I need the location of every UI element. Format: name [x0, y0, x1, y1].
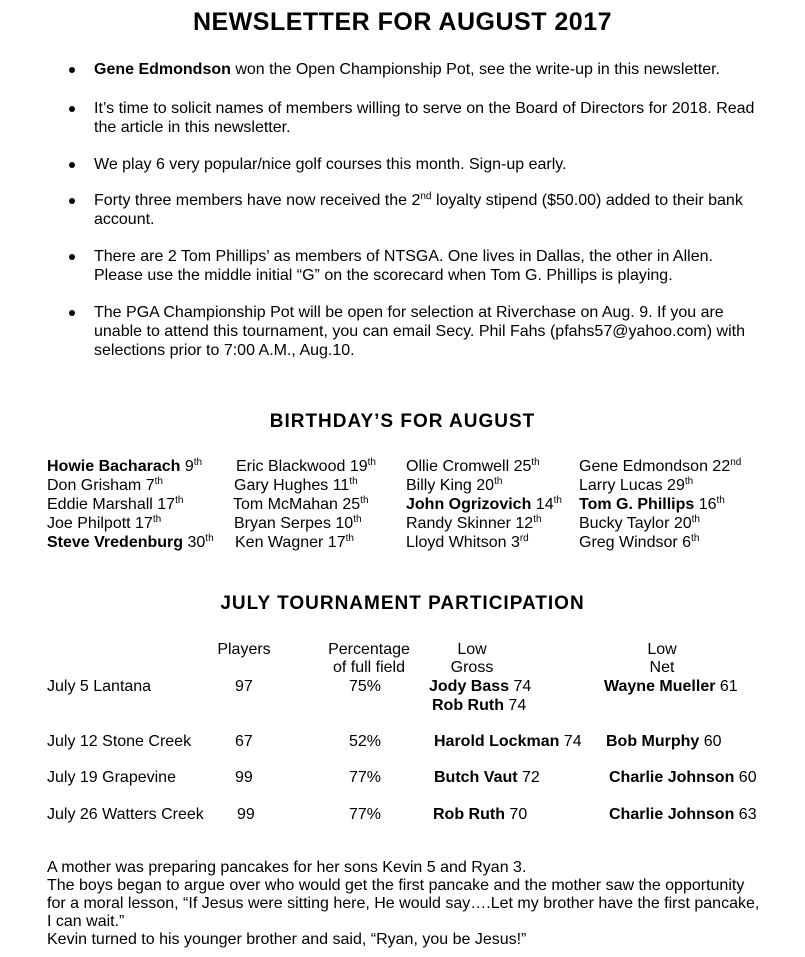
birthday-day: 9 — [180, 458, 194, 475]
birthday-name: Ken Wagner — [235, 534, 324, 551]
birthday-day: 12 — [510, 515, 534, 532]
low-net-winner — [606, 732, 722, 751]
birthday-day: 17 — [152, 496, 176, 513]
bullet-open-championship — [0, 60, 760, 79]
golfer-name: Rob Ruth — [432, 697, 504, 714]
story-line: Kevin turned to his younger brother and said, “Ryan, you be Jesus!” — [47, 931, 527, 948]
birthday-day: 7 — [141, 477, 155, 494]
bullet-golf-courses — [0, 155, 607, 174]
superscript: th — [152, 514, 162, 525]
header-line: Net — [649, 659, 675, 676]
golfer-score: 74 — [509, 678, 532, 695]
birthday-name: Ollie Cromwell — [406, 458, 510, 475]
players-header: Players — [217, 641, 271, 658]
birthday-day: 19 — [345, 458, 368, 475]
birthday-day: 22 — [707, 458, 731, 475]
bullet-text: We play 6 very popular/nice golf courses this month. Sign-up early. — [94, 156, 567, 173]
superscript: th — [154, 476, 163, 487]
birthday-day: 25 — [509, 458, 532, 475]
superscript: th — [349, 476, 358, 487]
superscript: th — [494, 476, 503, 487]
birthday-entry — [234, 514, 362, 533]
birthday-name: Larry Lucas — [579, 477, 663, 494]
birthday-name: Bryan Serpes — [234, 515, 331, 532]
birthday-entry — [234, 476, 358, 495]
golfer-score: 63 — [734, 806, 757, 823]
birthday-entry — [236, 457, 376, 476]
birthday-name: Randy Skinner — [406, 515, 511, 532]
story-line: for a moral lesson, “If Jesus were sitting here, He would say….Let my brother have the first pancake, — [47, 895, 760, 912]
header-line: of full field — [332, 659, 406, 676]
story-line: The boys began to argue over who would get the first pancake and the mother saw the opportunity — [47, 877, 745, 894]
birthday-entry — [406, 533, 529, 552]
bullet-text: The PGA Championship Pot will be open for selection at Riverchase on Aug. 9. If you are — [94, 304, 724, 321]
birthday-name: Eddie Marshall — [47, 496, 153, 513]
event-name: July 5 Lantana — [47, 678, 152, 695]
birthday-day: 29 — [662, 477, 685, 494]
low-gross-winner — [433, 805, 527, 824]
birthday-entry — [47, 457, 202, 476]
birthday-name: Bucky Taylor — [579, 515, 670, 532]
winner-name: Gene Edmondson — [94, 61, 231, 78]
players-count: 99 — [235, 769, 253, 786]
bullet-tom-phillips — [0, 247, 753, 285]
superscript: th — [531, 457, 540, 468]
golfer-score: 70 — [504, 806, 528, 823]
golfer-name: Jody Bass — [429, 678, 510, 695]
superscript: th — [691, 514, 700, 525]
birthday-entry — [579, 533, 699, 552]
low-gross-winner — [432, 696, 526, 715]
birthday-name: Greg Windsor — [579, 534, 678, 551]
low-net-winner — [609, 805, 757, 824]
bullet-text: the article in this newsletter. — [94, 119, 291, 136]
players-count: 97 — [235, 678, 253, 695]
bullet-dot — [69, 254, 75, 260]
superscript: th — [360, 495, 369, 506]
low-net-winner — [609, 768, 757, 787]
story-line: A mother was preparing pancakes for her sons Kevin 5 and Ryan 3. — [47, 859, 527, 876]
event-name: July 19 Grapevine — [47, 769, 176, 786]
superscript: th — [684, 476, 694, 487]
event-name: July 26 Watters Creek — [47, 806, 204, 823]
birthday-name: Don Grisham — [47, 477, 142, 494]
golfer-score: 74 — [503, 697, 527, 714]
superscript: th — [175, 495, 184, 506]
header-line: Percentage — [328, 641, 410, 658]
golfer-score: 60 — [699, 733, 722, 750]
bullet-dot — [69, 310, 75, 316]
superscript: rd — [519, 533, 529, 544]
birthday-day: 20 — [471, 477, 495, 494]
superscript: th — [345, 533, 354, 544]
golfer-score: 74 — [559, 733, 582, 750]
golfer-score: 60 — [734, 769, 757, 786]
birthday-name: Billy King — [406, 477, 472, 494]
birthday-day: 14 — [531, 496, 554, 513]
birthday-day: 17 — [323, 534, 346, 551]
golfer-name: Butch Vaut — [434, 769, 518, 786]
bullet-dot — [69, 198, 75, 204]
field-percentage: 77% — [349, 806, 382, 823]
birthday-entry — [579, 495, 725, 514]
low-gross-winner — [429, 677, 531, 696]
birthday-name: John Ogrizovich — [406, 496, 532, 513]
birthdays-heading: BIRTHDAY’S FOR AUGUST — [269, 411, 536, 432]
birthday-name: Lloyd Whitson — [406, 534, 507, 551]
superscript: th — [553, 495, 562, 506]
tournament-heading: JULY TOURNAMENT PARTICIPATION — [220, 593, 585, 614]
low-gross-winner — [434, 732, 582, 751]
birthday-entry — [233, 495, 369, 514]
field-percentage: 52% — [349, 733, 382, 750]
bullet-dot — [69, 106, 75, 112]
birthday-name: Steve Vredenburg — [47, 534, 184, 551]
birthday-entry — [579, 514, 700, 533]
bullet-text: Please use the middle initial “G” on the scorecard when Tom G. Phillips is playing. — [94, 267, 673, 284]
percentage-header — [309, 641, 429, 677]
birthday-name: Gene Edmondson — [579, 458, 708, 475]
golfer-name: Bob Murphy — [606, 733, 700, 750]
bullet-dot — [69, 162, 75, 168]
bullet-text: unable to attend this tournament, you can email Secy. Phil Fahs (pfahs57@yahoo.com) with — [94, 323, 745, 340]
bullet-dot — [69, 67, 75, 73]
birthday-entry — [579, 476, 693, 495]
golfer-name: Harold Lockman — [434, 733, 560, 750]
superscript: th — [716, 495, 725, 506]
superscript: th — [533, 514, 542, 525]
bullet-text: Forty three members have now received the 2 — [94, 192, 421, 209]
birthday-day: 17 — [130, 515, 153, 532]
birthday-entry — [579, 457, 741, 476]
story-line: I can wait.” — [47, 913, 125, 930]
birthday-day: 11 — [328, 477, 350, 494]
birthday-entry — [47, 476, 163, 495]
birthday-day: 16 — [694, 496, 717, 513]
players-count: 67 — [235, 733, 253, 750]
golfer-name: Charlie Johnson — [609, 806, 735, 823]
low-gross-winner — [434, 768, 540, 787]
bullet-text: There are 2 Tom Phillips’ as members of NTSGA. One lives in Dallas, the other in Allen. — [94, 248, 713, 265]
superscript: th — [353, 514, 362, 525]
low-net-winner — [604, 677, 738, 696]
birthday-entry — [406, 457, 540, 476]
superscript: th — [691, 533, 700, 544]
superscript: th — [193, 457, 203, 468]
superscript: nd — [730, 457, 742, 468]
birthday-entry — [235, 533, 354, 552]
event-name: July 12 Stone Creek — [47, 733, 192, 750]
birthdays-grid — [0, 457, 805, 552]
birthday-entry — [406, 514, 542, 533]
birthday-entry — [406, 495, 562, 514]
birthday-name: Eric Blackwood — [236, 458, 346, 475]
bullet-loyalty-stipend — [0, 191, 783, 229]
birthday-name: Tom McMahan — [233, 496, 338, 513]
header-line: Gross — [450, 659, 494, 676]
players-count: 99 — [237, 806, 255, 823]
birthday-name: Tom G. Phillips — [579, 496, 695, 513]
birthday-name: Joe Philpott — [47, 515, 131, 532]
newsletter-title: NEWSLETTER FOR AUGUST 2017 — [192, 8, 613, 36]
bullet-text: loyalty stipend ($50.00) added to their bank — [431, 192, 743, 209]
birthday-name: Gary Hughes — [234, 477, 329, 494]
birthday-day: 30 — [183, 534, 206, 551]
low-gross-header — [436, 641, 508, 677]
bullet-board-directors — [0, 99, 794, 137]
bullet-text: selections prior to 7:00 A.M., Aug.10. — [94, 342, 355, 359]
field-percentage: 75% — [349, 678, 382, 695]
birthday-day: 6 — [677, 534, 692, 551]
birthday-day: 25 — [337, 496, 361, 513]
low-net-header — [630, 641, 694, 677]
superscript: th — [205, 533, 214, 544]
birthday-entry — [47, 495, 183, 514]
birthday-name: Howie Bacharach — [47, 458, 181, 475]
header-line: Low — [647, 641, 677, 658]
bullet-pga-pot — [0, 303, 785, 360]
golfer-name: Charlie Johnson — [609, 769, 735, 786]
field-percentage: 77% — [349, 769, 382, 786]
bullet-text: It’s time to solicit names of members willing to serve on the Board of Directors for 2018. Read — [94, 100, 755, 117]
bullet-text: account. — [94, 211, 155, 228]
birthday-entry — [406, 476, 502, 495]
superscript: th — [367, 457, 376, 468]
birthday-day: 3 — [506, 534, 520, 551]
birthday-day: 10 — [330, 515, 354, 532]
golfer-score: 61 — [715, 678, 738, 695]
golfer-score: 72 — [517, 769, 540, 786]
golfer-name: Rob Ruth — [433, 806, 505, 823]
birthday-entry — [47, 514, 161, 533]
golfer-name: Wayne Mueller — [604, 678, 716, 695]
pancake-story — [47, 859, 767, 949]
bullet-text: won the Open Championship Pot, see the write-up in this newsletter. — [230, 61, 721, 78]
header-line: Low — [457, 641, 487, 658]
birthday-day: 20 — [669, 515, 692, 532]
superscript: nd — [420, 191, 432, 202]
birthday-entry — [47, 533, 214, 552]
